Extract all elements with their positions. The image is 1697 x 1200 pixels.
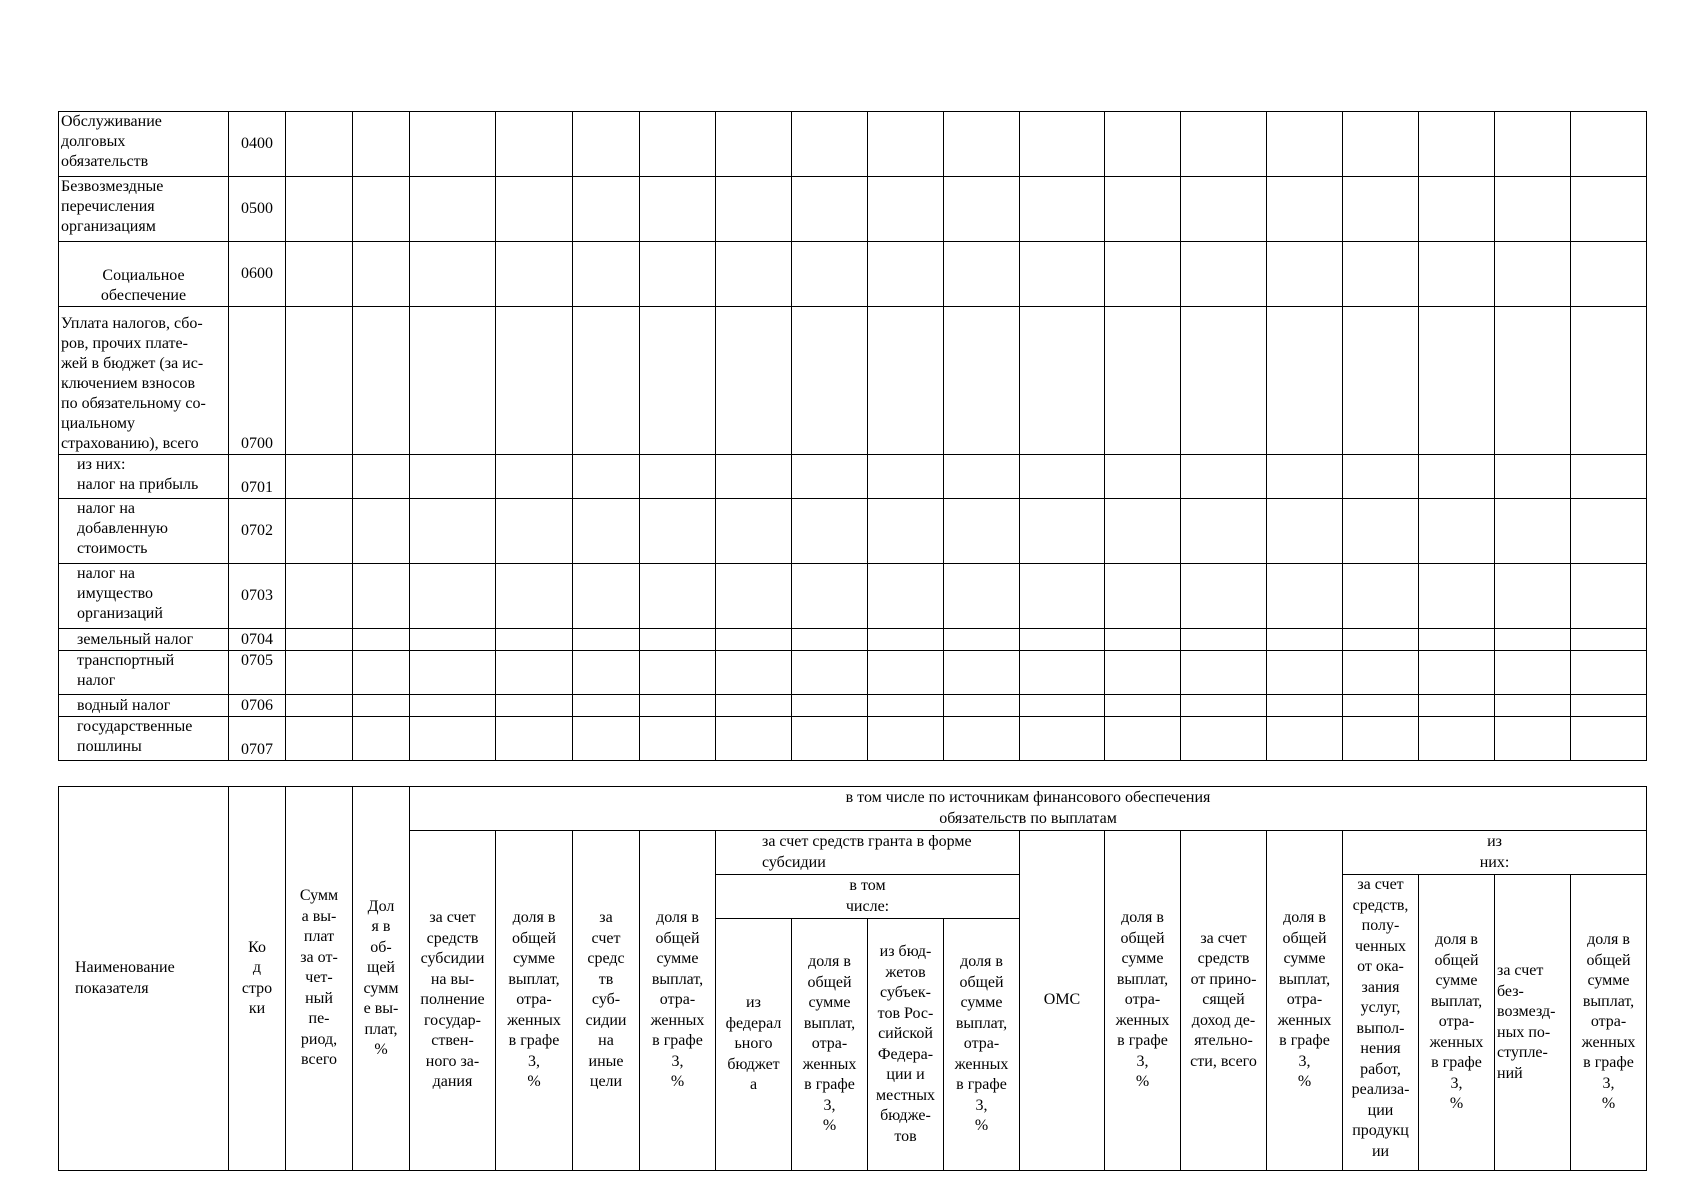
value-cell[interactable] [1267, 651, 1343, 695]
value-cell[interactable] [286, 651, 353, 695]
value-cell[interactable] [1343, 499, 1419, 564]
row-code: 0500 [229, 177, 286, 242]
value-cell[interactable] [573, 112, 640, 177]
value-cell[interactable] [1181, 307, 1267, 455]
value-cell[interactable] [792, 564, 868, 629]
value-cell[interactable] [573, 499, 640, 564]
value-cell[interactable] [286, 177, 353, 242]
value-cell[interactable] [496, 499, 573, 564]
value-cell[interactable] [944, 564, 1020, 629]
value-cell[interactable] [1495, 455, 1571, 499]
value-cell[interactable] [944, 455, 1020, 499]
value-cell[interactable] [1020, 307, 1105, 455]
row-name: водный налог [59, 695, 229, 717]
value-cell[interactable] [1105, 112, 1181, 177]
row-name: налог на добавленную стоимость [59, 499, 229, 564]
value-cell[interactable] [286, 307, 353, 455]
value-cell[interactable] [1181, 499, 1267, 564]
value-cell[interactable] [1181, 455, 1267, 499]
value-cell[interactable] [1105, 177, 1181, 242]
value-cell[interactable] [286, 499, 353, 564]
value-cell[interactable] [1419, 629, 1495, 651]
value-cell[interactable] [286, 242, 353, 307]
value-cell[interactable] [1105, 499, 1181, 564]
value-cell[interactable] [1419, 717, 1495, 761]
value-cell[interactable] [286, 564, 353, 629]
value-cell[interactable] [1495, 629, 1571, 651]
value-cell[interactable] [868, 695, 944, 717]
value-cell[interactable] [353, 177, 410, 242]
header-subsidy-state-task: за счет средств субсидии на вы- полнение государ- ствен- ного за- дания [410, 831, 496, 1171]
row-name: налог на имущество организаций [59, 564, 229, 629]
value-cell[interactable] [1267, 112, 1343, 177]
value-cell[interactable] [1419, 455, 1495, 499]
row-name: земельный налог [59, 629, 229, 651]
value-cell[interactable] [410, 112, 496, 177]
value-cell[interactable] [353, 307, 410, 455]
value-cell[interactable] [1571, 564, 1647, 629]
value-cell[interactable] [1181, 651, 1267, 695]
indicator-rows-table [58, 111, 1647, 761]
value-cell[interactable] [496, 651, 573, 695]
value-cell[interactable] [1105, 242, 1181, 307]
value-cell[interactable] [410, 629, 496, 651]
value-cell[interactable] [640, 564, 716, 629]
column-header-table [58, 786, 1647, 1171]
row-code: 0400 [229, 112, 286, 177]
value-cell[interactable] [286, 695, 353, 717]
value-cell[interactable] [792, 629, 868, 651]
value-cell[interactable] [353, 455, 410, 499]
value-cell[interactable] [716, 455, 792, 499]
value-cell[interactable] [410, 695, 496, 717]
value-cell[interactable] [353, 242, 410, 307]
value-cell[interactable] [1343, 307, 1419, 455]
value-cell[interactable] [1343, 177, 1419, 242]
value-cell[interactable] [410, 307, 496, 455]
value-cell[interactable] [286, 717, 353, 761]
value-cell[interactable] [1419, 695, 1495, 717]
header-total-sum: Сумм а вы- плат за от- чет- ный пе- риод, всего [286, 787, 353, 1171]
value-cell[interactable] [496, 629, 573, 651]
table-row [59, 564, 1647, 629]
value-cell[interactable] [573, 177, 640, 242]
value-cell[interactable] [716, 629, 792, 651]
value-cell[interactable] [1181, 177, 1267, 242]
value-cell[interactable] [792, 717, 868, 761]
value-cell[interactable] [496, 307, 573, 455]
value-cell[interactable] [1419, 177, 1495, 242]
value-cell[interactable] [410, 455, 496, 499]
value-cell[interactable] [1343, 455, 1419, 499]
value-cell[interactable] [1020, 629, 1105, 651]
header-indicator-name: Наименование показателя [59, 787, 229, 1171]
value-cell[interactable] [573, 717, 640, 761]
value-cell[interactable] [1419, 651, 1495, 695]
row-code: 0706 [229, 695, 286, 717]
value-cell[interactable] [1181, 112, 1267, 177]
table-row [59, 499, 1647, 564]
row-code: 0703 [229, 564, 286, 629]
value-cell[interactable] [1267, 177, 1343, 242]
value-cell[interactable] [1571, 242, 1647, 307]
value-cell[interactable] [1105, 455, 1181, 499]
row-code: 0702 [229, 499, 286, 564]
header-funding-sources: в том числе по источникам финансового обеспечения обязательств по выплатам [410, 787, 1647, 831]
value-cell[interactable] [1419, 499, 1495, 564]
value-cell[interactable] [496, 112, 573, 177]
value-cell[interactable] [1105, 307, 1181, 455]
row-name: Уплата налогов, сбо- ров, прочих плате- жей в бюджет (за ис- ключением взносов по обязательному со- циальному страхованию), всего [59, 307, 229, 455]
value-cell[interactable] [1571, 307, 1647, 455]
value-cell[interactable] [573, 629, 640, 651]
value-cell[interactable] [640, 242, 716, 307]
value-cell[interactable] [410, 499, 496, 564]
value-cell[interactable] [410, 242, 496, 307]
value-cell[interactable] [1105, 695, 1181, 717]
value-cell[interactable] [410, 564, 496, 629]
value-cell[interactable] [716, 307, 792, 455]
table-row [59, 717, 1647, 761]
row-name: Безвозмездные перечисления организациям [59, 177, 229, 242]
row-name: Социальное обеспечение [59, 242, 229, 307]
value-cell[interactable] [496, 564, 573, 629]
value-cell[interactable] [640, 499, 716, 564]
value-cell[interactable] [1267, 499, 1343, 564]
value-cell[interactable] [1020, 455, 1105, 499]
value-cell[interactable] [868, 307, 944, 455]
value-cell[interactable] [716, 564, 792, 629]
value-cell[interactable] [410, 177, 496, 242]
value-cell[interactable] [1020, 695, 1105, 717]
value-cell[interactable] [1343, 112, 1419, 177]
value-cell[interactable] [1571, 455, 1647, 499]
row-code: 0707 [229, 717, 286, 761]
value-cell[interactable] [1571, 695, 1647, 717]
value-cell[interactable] [640, 651, 716, 695]
row-code: 0704 [229, 629, 286, 651]
value-cell[interactable] [1571, 499, 1647, 564]
header-total-share: Дол я в об- щей сумм е вы- плат, % [353, 787, 410, 1171]
value-cell[interactable] [286, 455, 353, 499]
value-cell[interactable] [868, 455, 944, 499]
value-cell[interactable] [792, 695, 868, 717]
value-cell[interactable] [1267, 307, 1343, 455]
value-cell[interactable] [640, 695, 716, 717]
value-cell[interactable] [353, 564, 410, 629]
value-cell[interactable] [573, 455, 640, 499]
value-cell[interactable] [1343, 564, 1419, 629]
value-cell[interactable] [1020, 112, 1105, 177]
value-cell[interactable] [1105, 651, 1181, 695]
value-cell[interactable] [1020, 651, 1105, 695]
value-cell[interactable] [286, 112, 353, 177]
value-cell[interactable] [1267, 629, 1343, 651]
value-cell[interactable] [1495, 651, 1571, 695]
value-cell[interactable] [1571, 629, 1647, 651]
table-row [59, 112, 1647, 177]
header-subsidy-other: за счет средс тв суб- сидии на иные цели [573, 831, 640, 1171]
header-share-4: доля в общей сумме выплат, отра- женных в графе 3, % [944, 919, 1020, 1171]
value-cell[interactable] [944, 177, 1020, 242]
value-cell[interactable] [716, 242, 792, 307]
table-row [59, 455, 1647, 499]
value-cell[interactable] [640, 112, 716, 177]
value-cell[interactable] [1343, 629, 1419, 651]
value-cell[interactable] [1495, 177, 1571, 242]
header-share-6: доля в общей сумме выплат, отра- женных в графе 3, % [1267, 831, 1343, 1171]
value-cell[interactable] [1267, 455, 1343, 499]
value-cell[interactable] [1571, 112, 1647, 177]
value-cell[interactable] [1495, 564, 1571, 629]
value-cell[interactable] [410, 717, 496, 761]
value-cell[interactable] [1343, 695, 1419, 717]
value-cell[interactable] [1020, 564, 1105, 629]
value-cell[interactable] [868, 717, 944, 761]
header-share-8: доля в общей сумме выплат, отра- женных в графе 3, % [1571, 875, 1647, 1171]
value-cell[interactable] [353, 112, 410, 177]
header-services: за счет средств, полу- ченных от ока- зания услуг, выпол- нения работ, реализа- ции продукц ии [1343, 875, 1419, 1171]
row-code: 0700 [229, 307, 286, 455]
value-cell[interactable] [1419, 112, 1495, 177]
value-cell[interactable] [1571, 651, 1647, 695]
value-cell[interactable] [640, 629, 716, 651]
value-cell[interactable] [792, 112, 868, 177]
value-cell[interactable] [1343, 651, 1419, 695]
value-cell[interactable] [1181, 564, 1267, 629]
value-cell[interactable] [1495, 112, 1571, 177]
value-cell[interactable] [944, 717, 1020, 761]
value-cell[interactable] [944, 695, 1020, 717]
value-cell[interactable] [868, 629, 944, 651]
row-name: из них: налог на прибыль [59, 455, 229, 499]
value-cell[interactable] [1020, 499, 1105, 564]
value-cell[interactable] [496, 242, 573, 307]
value-cell[interactable] [1419, 242, 1495, 307]
value-cell[interactable] [1495, 717, 1571, 761]
value-cell[interactable] [792, 499, 868, 564]
header-share-2: доля в общей сумме выплат, отра- женных в графе 3, % [640, 831, 716, 1171]
value-cell[interactable] [792, 242, 868, 307]
value-cell[interactable] [716, 651, 792, 695]
value-cell[interactable] [716, 499, 792, 564]
header-of-them: из них: [1343, 831, 1647, 875]
value-cell[interactable] [1495, 242, 1571, 307]
value-cell[interactable] [1020, 177, 1105, 242]
value-cell[interactable] [1181, 242, 1267, 307]
value-cell[interactable] [868, 651, 944, 695]
value-cell[interactable] [286, 629, 353, 651]
value-cell[interactable] [496, 695, 573, 717]
value-cell[interactable] [410, 651, 496, 695]
value-cell[interactable] [944, 629, 1020, 651]
value-cell[interactable] [792, 177, 868, 242]
value-cell[interactable] [640, 307, 716, 455]
value-cell[interactable] [1495, 695, 1571, 717]
value-cell[interactable] [944, 651, 1020, 695]
value-cell[interactable] [573, 695, 640, 717]
value-cell[interactable] [640, 717, 716, 761]
value-cell[interactable] [496, 717, 573, 761]
value-cell[interactable] [1571, 717, 1647, 761]
value-cell[interactable] [1343, 242, 1419, 307]
value-cell[interactable] [640, 177, 716, 242]
value-cell[interactable] [1495, 499, 1571, 564]
value-cell[interactable] [1267, 695, 1343, 717]
value-cell[interactable] [716, 112, 792, 177]
header-regional-budgets: из бюд- жетов субъек- тов Рос- сийской Федера- ции и местных бюдже- тов [868, 919, 944, 1171]
value-cell[interactable] [1419, 564, 1495, 629]
value-cell[interactable] [1267, 564, 1343, 629]
value-cell[interactable] [944, 499, 1020, 564]
value-cell[interactable] [716, 177, 792, 242]
value-cell[interactable] [496, 177, 573, 242]
value-cell[interactable] [868, 177, 944, 242]
value-cell[interactable] [716, 717, 792, 761]
value-cell[interactable] [353, 651, 410, 695]
value-cell[interactable] [716, 695, 792, 717]
header-share-3: доля в общей сумме выплат, отра- женных в графе 3, % [792, 919, 868, 1171]
table-row [59, 307, 1647, 455]
value-cell[interactable] [573, 564, 640, 629]
row-name: государственные пошлины [59, 717, 229, 761]
value-cell[interactable] [868, 564, 944, 629]
header-share-7: доля в общей сумме выплат, отра- женных в графе 3, % [1419, 875, 1495, 1171]
row-code: 0705 [229, 651, 286, 695]
value-cell[interactable] [573, 242, 640, 307]
value-cell[interactable] [1343, 717, 1419, 761]
value-cell[interactable] [944, 307, 1020, 455]
value-cell[interactable] [1419, 307, 1495, 455]
value-cell[interactable] [1105, 717, 1181, 761]
value-cell[interactable] [353, 695, 410, 717]
value-cell[interactable] [1571, 177, 1647, 242]
table-row [59, 242, 1647, 307]
value-cell[interactable] [1181, 629, 1267, 651]
value-cell[interactable] [353, 499, 410, 564]
value-cell[interactable] [792, 307, 868, 455]
value-cell[interactable] [573, 651, 640, 695]
header-oms: ОМС [1020, 831, 1105, 1171]
value-cell[interactable] [496, 455, 573, 499]
row-code: 0600 [229, 242, 286, 307]
value-cell[interactable] [1105, 629, 1181, 651]
header-share-1: доля в общей сумме выплат, отра- женных в графе 3, % [496, 831, 573, 1171]
value-cell[interactable] [868, 112, 944, 177]
table-row [59, 695, 1647, 717]
value-cell[interactable] [792, 455, 868, 499]
value-cell[interactable] [944, 242, 1020, 307]
value-cell[interactable] [640, 455, 716, 499]
value-cell[interactable] [1105, 564, 1181, 629]
value-cell[interactable] [1267, 717, 1343, 761]
value-cell[interactable] [792, 651, 868, 695]
header-grant-subsidy: за счет средств гранта в форме субсидии [716, 831, 1020, 875]
value-cell[interactable] [353, 717, 410, 761]
table-row [59, 629, 1647, 651]
value-cell[interactable] [1181, 717, 1267, 761]
value-cell[interactable] [868, 499, 944, 564]
value-cell[interactable] [1020, 242, 1105, 307]
header-federal-budget: из федерал ьного бюджет а [716, 919, 792, 1171]
value-cell[interactable] [1020, 717, 1105, 761]
row-name: транспортный налог [59, 651, 229, 695]
row-name: Обслуживание долговых обязательств [59, 112, 229, 177]
value-cell[interactable] [1181, 695, 1267, 717]
header-line-code: Ко д стро ки [229, 787, 286, 1171]
header-share-5: доля в общей сумме выплат, отра- женных в графе 3, % [1105, 831, 1181, 1171]
table-row [59, 651, 1647, 695]
header-gratis: за счет без- возмезд- ных по- ступле- ний [1495, 875, 1571, 1171]
value-cell[interactable] [944, 112, 1020, 177]
header-including: в том числе: [716, 875, 1020, 919]
value-cell[interactable] [353, 629, 410, 651]
row-code: 0701 [229, 455, 286, 499]
table-row [59, 177, 1647, 242]
value-cell[interactable] [868, 242, 944, 307]
header-income-activity: за счет средств от прино- сящей доход де- ятельно- сти, всего [1181, 831, 1267, 1171]
value-cell[interactable] [1267, 242, 1343, 307]
value-cell[interactable] [1495, 307, 1571, 455]
value-cell[interactable] [573, 307, 640, 455]
